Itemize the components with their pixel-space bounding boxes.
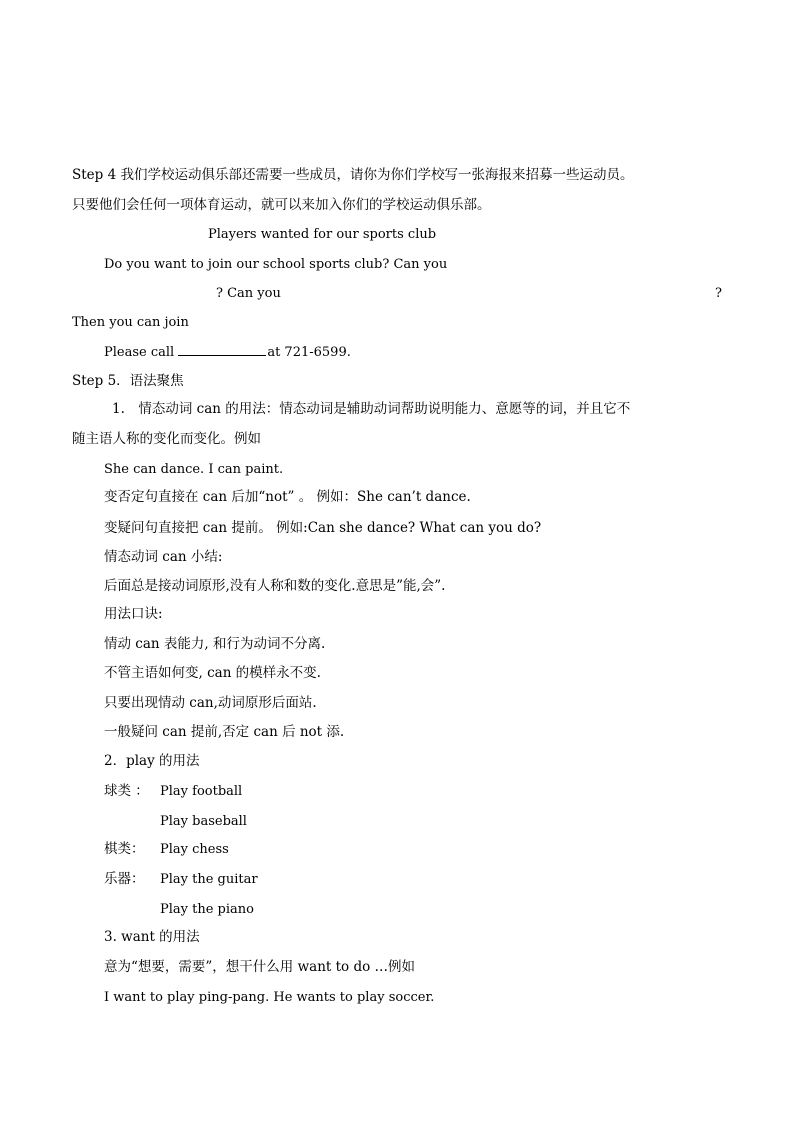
poster-line2-part1: ? Can you [216,286,281,301]
step4-instruction-line1: Step 4 我们学校运动俱乐部还需要一些成员，请你为你们学校写一张海报来招募一些运动员。 [72,167,634,183]
example-can: She can dance. I can paint. [104,462,284,477]
item1-line2: 随主语人称的变化而变化。例如 [72,431,261,447]
poster-call-line [104,343,351,362]
rhyme-title: 用法口诀: [104,606,163,622]
instrument-example2: Play the piano [160,902,254,917]
poster-line3: Then you can join [72,315,189,330]
poster-title: Players wanted for our sports club [208,227,437,242]
rhyme-line3: 只要出现情动 can,动词原形后面站. [104,695,317,711]
rhyme-line2: 不管主语如何变, can 的模样永不变. [104,665,321,681]
rhyme-line1: 情动 can 表能力, 和行为动词不分离. [104,636,326,652]
item3-title: 3. want 的用法 [104,929,200,945]
chess-example: Play chess [160,842,229,857]
summary-title: 情态动词 can 小结: [104,549,223,565]
poster-call-suffix: at 721-6599. [267,345,351,360]
balls-label: 球类 ： [104,783,149,799]
want-example: I want to play ping-pang. He wants to play soccer. [104,990,435,1005]
step4-instruction-line2: 只要他们会任何一项体育运动，就可以来加入你们的学校运动俱乐部。 [72,197,491,213]
item1-line1: 1. 情态动词 can 的用法：情态动词是辅助动词帮助说明能力、意愿等的词，并且它不 [112,401,631,417]
poster-call-prefix: Please call [104,345,179,360]
balls-example1: Play football [160,784,243,799]
negative-rule: 变否定句直接在 can 后加“not” 。 例如：She can’t dance. [104,489,471,505]
summary-body: 后面总是接动词原形,没有人称和数的变化.意思是”能,会”. [104,578,446,594]
want-description: 意为“想要，需要”，想干什么用 want to do …例如 [104,959,416,975]
rhyme-line4: 一般疑问 can 提前,否定 can 后 not 添. [104,724,345,740]
item2-title: 2．play 的用法 [104,753,200,769]
poster-line2-part2: ? [715,286,722,301]
poster-blank-line [178,343,266,356]
chess-label: 棋类： [104,841,145,857]
question-rule: 变疑问句直接把 can 提前。 例如:Can she dance? What can you do? [104,520,542,536]
instrument-label: 乐器： [104,871,145,887]
instrument-example1: Play the guitar [160,872,258,887]
step5-heading: Step 5．语法聚焦 [72,373,184,389]
balls-example2: Play baseball [160,814,247,829]
poster-line1: Do you want to join our school sports club? Can you [104,257,448,272]
